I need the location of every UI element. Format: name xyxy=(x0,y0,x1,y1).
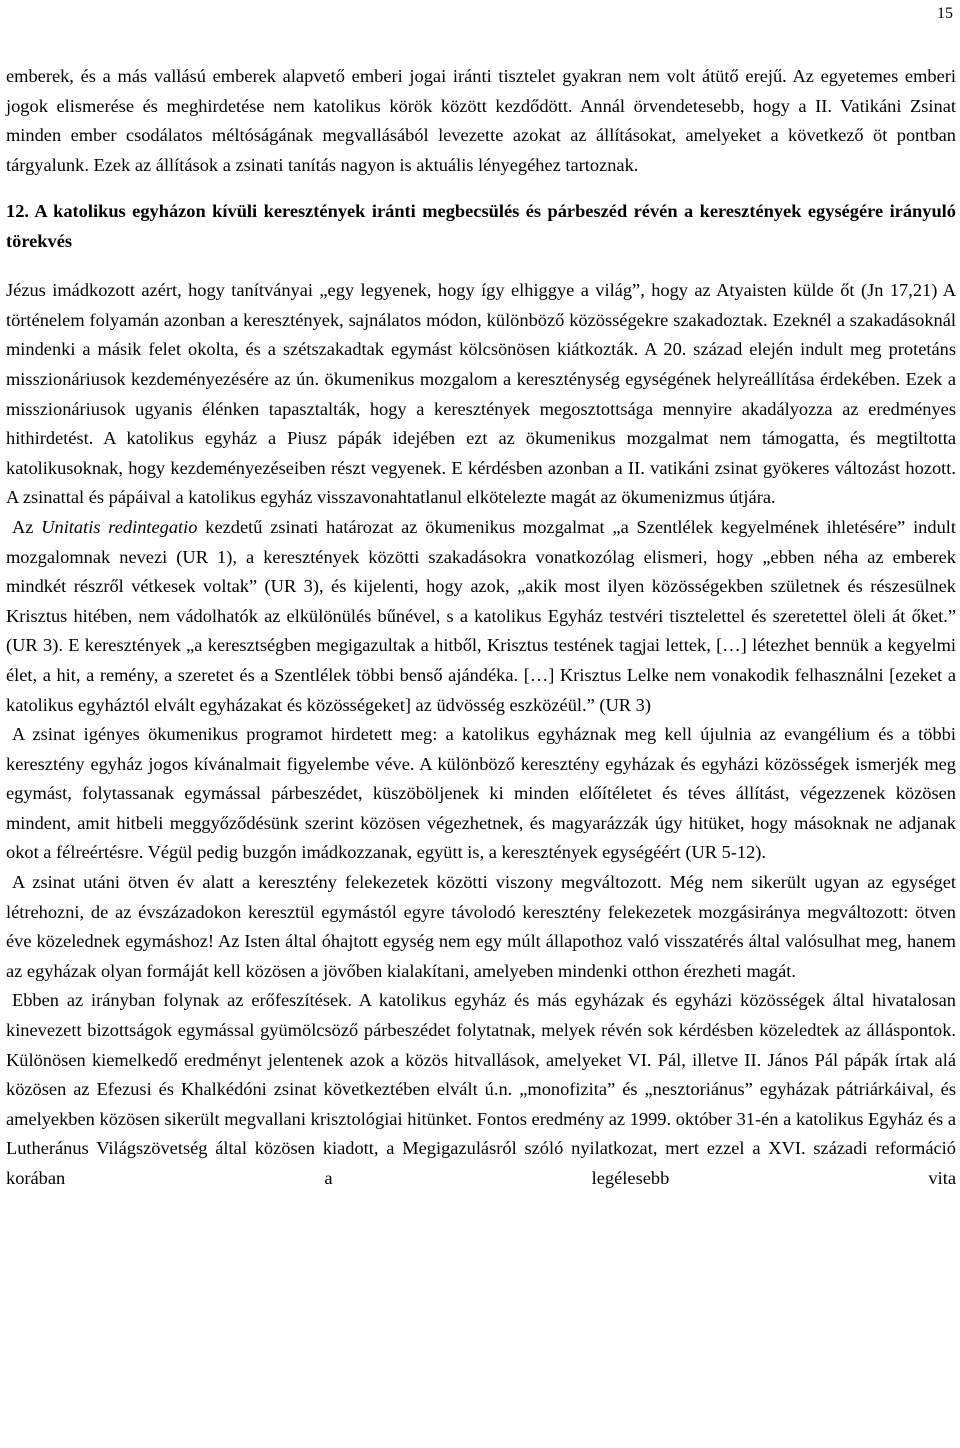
paragraph-2-text: kezdetű zsinati határozat az ökumenikus mozgalmat „a Szentlélek kegyelmének ihletésére” indult mozgalomnak nevezi (UR 1), a keresztények közötti szakadásokra vonatkozólag elismeri, hogy „ebben néha az emberek mindkét részről vétkesek voltak” (UR 3), és kijelenti, hogy azok, „akik most ilyen közösségekben születnek és részesülnek Krisztus hitében, nem vádolhatók az elkülönülés bűnével, s a katolikus Egyház testvéri tisztelettel és szeretettel öleli át őket.” (UR 3). E keresztények „a keresztségben megigazultak a hitből, Krisztus testének tagjai lettek, […] létezhet bennük a kegyelmi élet, a hit, a remény, a szeretet és a Szentlélek többi benső ajándéka. […] Krisztus Lelke nem vonakodik felhasználni [ezeket a katolikus egyháztól elvált egyházakat és közösségeket] az üdvösség eszközéül.” (UR 3) xyxy=(6,516,956,715)
body-paragraph-1: Jézus imádkozott azért, hogy tanítványai „egy legyenek, hogy így elhiggye a világ”, hogy az Atyaisten külde őt (Jn 17,21) A történelem folyamán azonban a keresztények, sajnálatos módon, különböző közösségekre szakadoztak. Ezeknél a szakadásoknál mindenki a másik felet okolta, és a szétszakadtak egymást kölcsönösen kiátkozták. A 20. század elején indult meg protetáns misszionáriusok kezdeményezésére az ún. ökumenikus mozgalom a kereszténység egységének helyreállítása érdekében. Ezek a misszionáriusok ugyanis élénken tapasztalták, hogy a keresztények megosztottsága mennyire akadályozza az eredményes hithirdetést. A katolikus egyház a Piusz pápák idejében ezt az ökumenikus mozgalmat nem támogatta, és megtiltotta katolikusoknak, hogy kezdeményezéseiben részt vegyenek. E kérdésben azonban a II. vatikáni zsinat gyökeres változást hozott. A zsinattal és pápáival a katolikus egyház visszavonahtatlanul elkötelezte magát az ökumenizmus útjára. xyxy=(6,280,956,508)
body-paragraph-2 xyxy=(6,513,956,720)
paragraph-2-prefix: Az xyxy=(12,516,42,537)
section-heading: 12. A katolikus egyházon kívüli keresztények iránti megbecsülés és párbeszéd révén a keresztények egységére irányuló törekvés xyxy=(6,201,956,251)
document-title-italic: Unitatis redintegatio xyxy=(41,516,198,537)
intro-paragraph: emberek, és a más vallású emberek alapvető emberi jogai iránti tisztelet gyakran nem volt átütő erejű. Az egyetemes emberi jogok elismerése és meghirdetése nem katolikus körök között kezdődött. Annál örvendetesebb, hogy a II. Vatikáni Zsinat minden ember csodálatos méltóságának megvallásából levezette azokat az állításokat, amelyeket a következő öt pontban tárgyalunk. Ezek az állítások a zsinati tanítás nagyon is aktuális lényegéhez tartoznak. xyxy=(6,66,956,175)
body-paragraph-4: A zsinat utáni ötven év alatt a keresztény felekezetek közötti viszony megváltozott. Még nem sikerült ugyan az egységet létrehozni, de az évszázadokon keresztül egymástól egyre távolodó keresztény felekezetek mozgásiránya megváltozott: ötven éve közelednek egymáshoz! Az Isten által óhajtott egység nem egy múlt állapothoz való visszatérés által valósulhat meg, hanem az egyházak olyan formáját kell közösen a jövőben kialakítani, amelyeben mindenki otthon érezheti magát. xyxy=(6,872,956,981)
page-number: 15 xyxy=(937,5,953,22)
document-body xyxy=(6,62,956,1194)
body-paragraph-3: A zsinat igényes ökumenikus programot hirdetett meg: a katolikus egyháznak meg kell újulnia az evangélium és a többi keresztény egyház jogos kívánalmait figyelembe véve. A különböző keresztény egyházak és egyházi közösségek ismerjék meg egymást, folytassanak egymással párbeszédet, küszöböljenek ki minden előítéletet és téves állítást, végezzenek közösen mindent, amit hitbeli meggyőződésünk szerint közösen végezhetnek, és magyarázzák úgy hitüket, hogy másoknak ne adjanak okot a félreértésre. Végül pedig buzgón imádkozzanak, együtt is, a keresztények egységéért (UR 5-12). xyxy=(6,724,956,863)
body-paragraph-5: Ebben az irányban folynak az erőfeszítések. A katolikus egyház és más egyházak és egyházi közösségek által hivatalosan kinevezett bizottságok egymással gyümölcsöző párbeszédet folytatnak, melyek révén sok kérdésben közeledtek az álláspontok. Különösen kiemelkedő eredményt jelentenek azok a közös hitvallások, amelyeket VI. Pál, illetve II. János Pál pápák írtak alá közösen az Efezusi és Khalkédóni zsinat következtében elvált ú.n. „monofizita” és „nesztoriánus” egyházak pátriárkáival, és amelyekben közösen sikerült megvallani krisztológiai hitünket. Fontos eredmény az 1999. október 31-én a katolikus Egyház és a Lutheránus Világszövetség által közösen kiadott, a Megigazulásról szóló nyilatkozat, mert ezzel a XVI. századi reformáció korában a legélesebb vita xyxy=(6,990,956,1188)
